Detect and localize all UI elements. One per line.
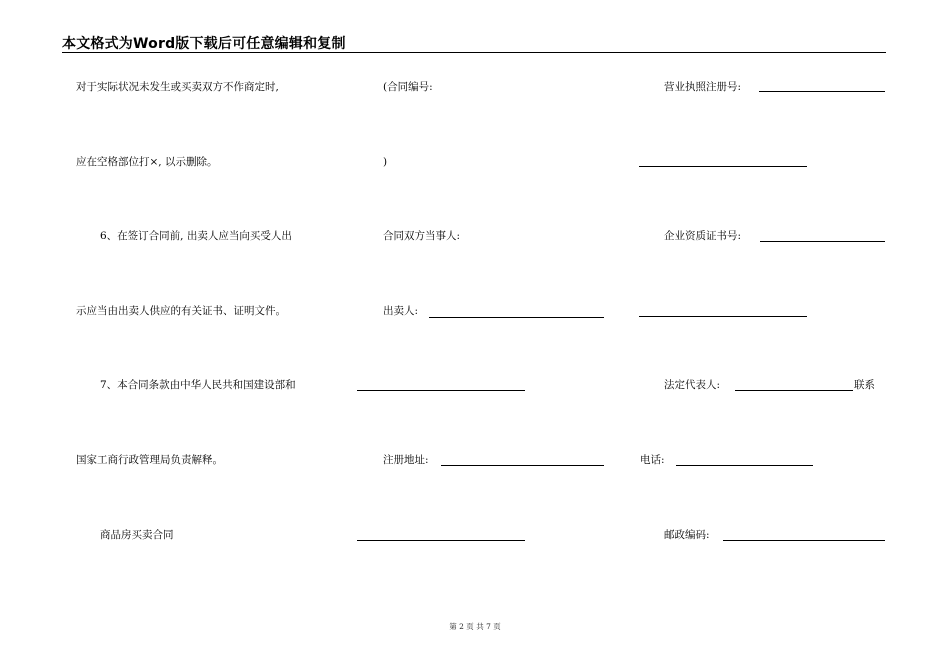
seller-label: 出卖人: — [383, 305, 419, 317]
legal-rep-line — [735, 390, 853, 391]
business-license-label: 营业执照注册号: — [664, 81, 742, 93]
contact-label: 联系 — [854, 379, 875, 391]
phone-line — [676, 465, 813, 466]
col1-line-5: 7、本合同条款由中华人民共和国建设部和 — [100, 379, 296, 391]
contract-number-label: (合同编号: — [383, 81, 433, 93]
contract-number-close: ) — [383, 156, 388, 168]
header-rule — [62, 52, 886, 53]
col1-line-6: 国家工商行政管理局负责解释。 — [76, 454, 223, 466]
business-license-line — [759, 91, 885, 92]
seller-field-line — [429, 317, 604, 318]
col1-line-1: 对于实际状况未发生或买卖双方不作商定时, — [76, 81, 279, 93]
page-header-title: 本文格式为Word版下载后可任意编辑和复制 — [62, 36, 346, 52]
col1-line-3: 6、在签订合同前, 出卖人应当向买受人出 — [100, 230, 292, 242]
parties-label: 合同双方当事人: — [383, 230, 461, 242]
col1-line-4: 示应当由出卖人供应的有关证书、证明文件。 — [76, 305, 286, 317]
col1-line-7: 商品房买卖合同 — [100, 529, 174, 541]
blank-field-line-1 — [357, 390, 525, 391]
postal-code-line — [723, 540, 885, 541]
qualification-cert-label: 企业资质证书号: — [664, 230, 742, 242]
page-number: 第 2 页 共 7 页 — [449, 622, 501, 631]
postal-code-label: 邮政编码: — [664, 529, 710, 541]
col1-line-2: 应在空格部位打×, 以示删除。 — [76, 156, 218, 168]
phone-label: 电话: — [640, 454, 665, 466]
blank-field-line-4 — [639, 316, 807, 317]
blank-field-line-2 — [357, 540, 525, 541]
qualification-cert-line — [760, 241, 885, 242]
registered-address-line — [441, 465, 604, 466]
blank-field-line-3 — [639, 166, 807, 167]
legal-rep-label: 法定代表人: — [664, 379, 721, 391]
registered-address-label: 注册地址: — [383, 454, 429, 466]
